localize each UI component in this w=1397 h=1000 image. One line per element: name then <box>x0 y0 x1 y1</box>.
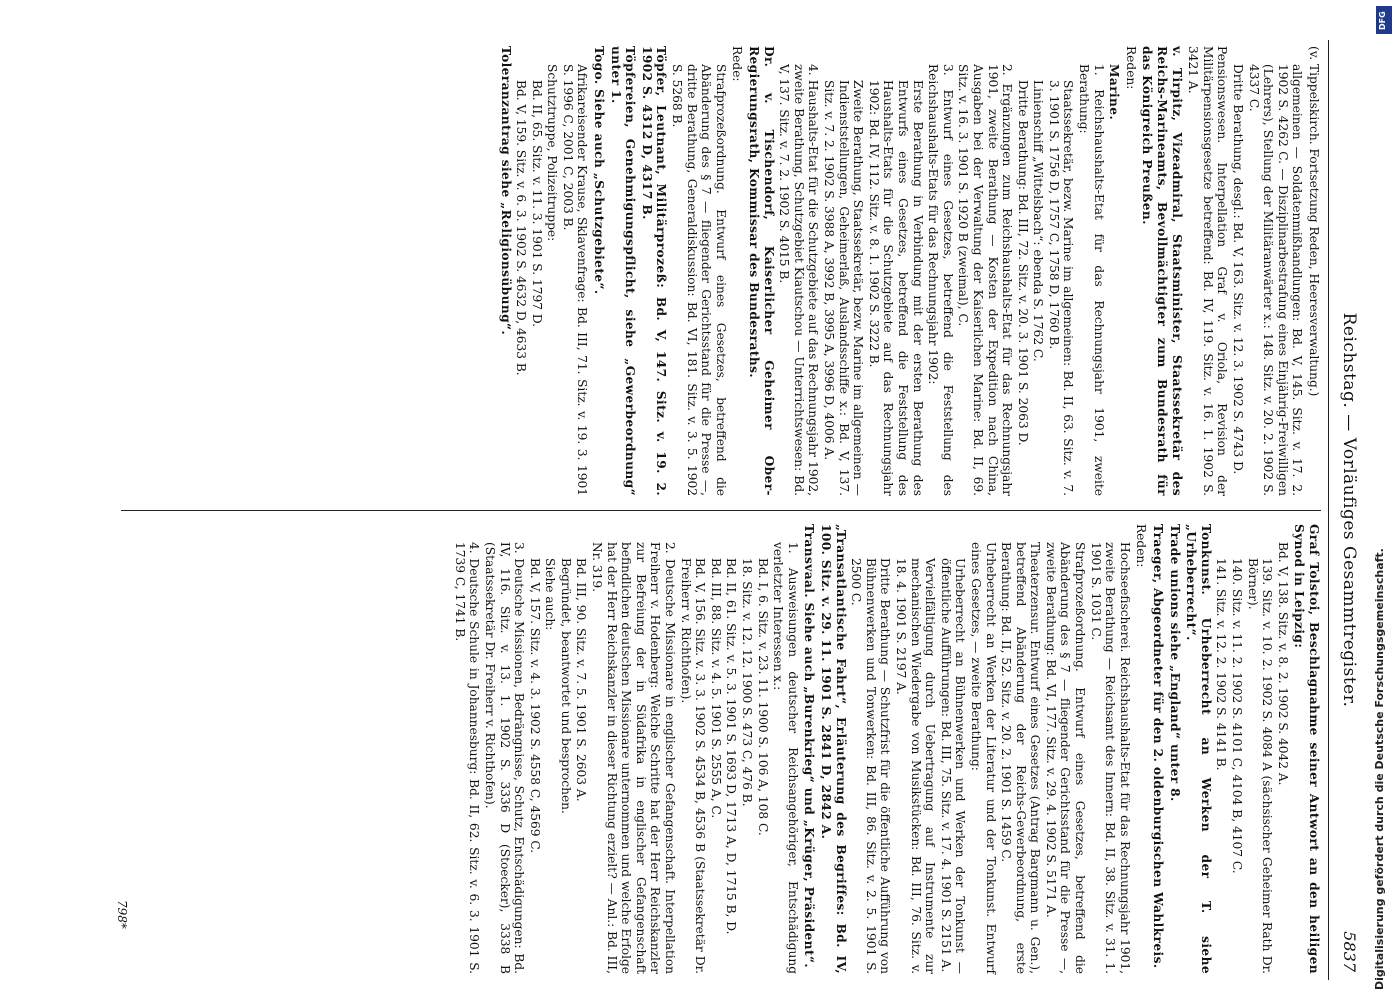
header-rule <box>1328 40 1329 980</box>
index-entry: 140. Sitz. v. 11. 2. 1902 S. 4101 C, 4104 B, 4107 C. <box>1230 558 1245 874</box>
index-entry: Vervielfältigung durch Uebertragung auf Instrumente zur mechanischen Wiedergabe von Musikstücken: Bd. III, 76. Sitz. v. 18. 4. 1901 S. 2197 A. <box>893 558 938 974</box>
index-heading: Trade unions siehe „England“ unter 8. <box>1167 524 1182 802</box>
index-heading: Marine. <box>1107 64 1122 121</box>
index-entry: 3. Deutsche Missionen, Bedrängnisse, Schutz, Entschädigungen: Bd. IV, 116. Sitz. v. 13. 1. 1902 S. 3336 D (Stoecker), 3338 B (Staatssekretär Dr. Freiherr v. Richthofen). <box>482 542 527 974</box>
index-heading: Töpfer, Leutnant, Militärprozeß: Bd. V, 147. Sitz. v. 19. 2. 1902 S. 4312 D, 4317 B. <box>639 46 669 496</box>
index-entry: Strafprozeßordnung. Entwurf eines Gesetzes, betreffend die Abänderung des § 7 — fliegender Gerichtsstand für die Presse —, dritte Berathung, Generaldiskussion: Bd. VI, 181. Sitz. v. 3. 5. 1902 S. 5268 B. <box>670 64 728 496</box>
index-entry: Erste Berathung in Verbindung mit der ersten Berathung des Entwurfs eines Gesetzes, betreffend die Feststellung des Haushalts-Etats für die Schutzgebiete auf das Rechnungsjahr 1902: Bd. IV, 112. Sitz. v. 8. 1. 1902 S. 3222 B. <box>866 80 925 496</box>
index-entry: 141. Sitz. v. 12. 2. 1902 S. 4141 B. <box>1214 558 1229 771</box>
index-entry: 1. Reichshaushalts-Etat für das Rechnungsjahr 1901, zweite Berathung: <box>1077 64 1106 496</box>
index-entry: Bd. V, 156. Sitz. v. 3. 3. 1902 S. 4534 B, 4536 B (Staatssekretär Dr. Freiherr v. Richthofen). <box>678 558 708 974</box>
dfg-logo-text: DFG <box>1378 11 1387 30</box>
index-heading: Tonkunst. Urheberrecht an Werken der T. siehe „Urheberrecht“. <box>1184 524 1213 974</box>
index-entry: 4. Haushalts-Etat für die Schutzgebiete auf das Rechnungsjahr 1902, zweite Berathung, Schutzgebiet Kiautschou — Unterrichtswesen: Bd. V, 137. Sitz. v. 7. 2. 1902 S. 4015 B. <box>777 64 821 496</box>
index-entry: Staatssekretär, bezw. Marine im allgemeinen: Bd. II, 63. Sitz. v. 7. 3. 1901 S. 1756 D, 1757 C, 1758 D, 1760 B. <box>1046 80 1076 496</box>
index-heading: Dr. v. Tischendorf, Kaiserlicher Geheimer Ober-Regierungsrath, Kommissar des Bundesraths. <box>747 46 776 496</box>
index-entry: Bd. III, 88. Sitz. v. 4. 5. 1901 S. 2555 A, C. <box>708 558 723 819</box>
index-entry: Pensionswesen. Interpellation Graf v. Oriola, Revision der Militärpensionsgesetze betreffend: Bd. IV, 119. Sitz. v. 16. 1. 1902 S. 3421 A. <box>1186 46 1230 496</box>
index-heading: Graf Tolstoi, Beschlagnahme seiner Antwort an den heiligen Synod in Leipzig: <box>1292 524 1321 974</box>
index-entry: Strafprozeßordnung. Entwurf eines Gesetzes, betreffend die Abänderung des § 7 — fliegender Gerichtsstand für die Presse —, zweite Berathung: Bd. VI, 177. Sitz. v. 29. 4. 1902 S. 5171 A. <box>1043 542 1088 974</box>
rotated-page-content <box>65 40 1365 980</box>
left-column <box>496 46 1321 496</box>
index-entry: 139. Sitz. v. 10. 2. 1902 S. 4084 A (sächsischer Geheimer Rath Dr. Börner). <box>1245 558 1275 974</box>
index-entry: 3. Entwurf eines Gesetzes, betreffend die Feststellung des Reichshaushalts-Etats für das Rechnungsjahr 1902: <box>926 64 955 496</box>
dfg-logo <box>1376 6 1392 34</box>
column-divider <box>121 510 1321 511</box>
index-entry: Urheberrecht an Bühnenwerken und Werken der Tonkunst — öffentliche Aufführungen: Bd. III, 75. Sitz. v. 17. 4. 1901 S. 2151 A. <box>938 558 968 974</box>
running-title: Reichstag. — Vorläufiges Gesammtregister. <box>1339 312 1359 708</box>
index-entry: Reden: <box>1134 524 1149 568</box>
index-entry: 2. Ergänzungen zum Reichshaushalts-Etat für das Rechnungsjahr 1901, zweite Berathung — Kosten der Expedition nach China, Ausgaben bei der Verwaltung der Kaiserlichen Marine: Bd. II, 69. Sitz. v. 16. 3. 1901 S. 1920 B (zweimal), C. <box>956 64 1015 496</box>
index-entry: Schutztruppe, Polizeitruppe: <box>545 64 560 242</box>
index-entry: Bd. V, 157. Sitz. v. 4. 3. 1902 S. 4558 C, 4569 C. <box>527 558 542 854</box>
index-entry: 1. Ausweisungen deutscher Reichsangehöriger, Entschädigung verletzter Interessen x.: <box>771 542 800 974</box>
index-entry: Rede: <box>730 46 745 82</box>
index-entry: Bd. II, 65. Sitz. v. 11. 3. 1901 S. 1797 D. <box>529 80 544 328</box>
funding-note: Digitalisierung gefördert durch die Deutsche Forschungsgemeinschaft. <box>1373 548 1386 990</box>
index-heading: Töpfereien, Genehmigungspflicht, siehe „Gewerbeordnung“ unter 1. <box>608 46 638 496</box>
index-entry: Bd. II, 61. Sitz. v. 5. 3. 1901 S. 1693 D, 1713 A, D, 1715 B, D. <box>724 558 739 935</box>
index-entry: 2. Deutsche Missionare in englischer Gefangenschaft. Interpellation Freiherr v. Hodenberg: Welche Schritte hat der Herr Reichskanzler zur Befreiung der in Südafrika in englischer Gefangenschaft befindlichen deutschen Missionare unternommen und welche Erfolge hat der Herr Reichskanzler in dieser Richtung erzielt? — Anl.: Bd. III, Nr. 319. <box>590 542 678 974</box>
index-entry: 4. Deutsche Schule in Johannesburg: Bd. II, 62. Sitz. v. 6. 3. 1901 S. 1739 C, 1741 B. <box>452 542 482 974</box>
index-entry: Hochseefischerei. Reichshaushalts-Etat für das Rechnungsjahr 1901, zweite Berathung — Reichsamt des Innern: Bd. II, 38. Sitz. v. 31. 1. 1901 S. 1031 C. <box>1088 542 1132 974</box>
index-entry: (v. Tippelskirch. Fortsetzung Reden, Heeresverwaltung.) <box>1307 46 1321 397</box>
index-entry: Theaterzensur. Entwurf eines Gesetzes (Antrag Bargmann u. Gen.), betreffend Abänderung der Reichs-Gewerbeordnung, erste Berathung: Bd. II, 52. Sitz. v. 20. 2. 1901 S. 1459 C. <box>999 542 1043 974</box>
index-entry: Reden: <box>1123 46 1138 90</box>
index-entry: Zweite Berathung, Staatssekretär, bezw. Marine im allgemeinen — Indienststellungen, Geheimerlaß, Auslandsschiffe x.: Bd. V, 137. Sitz. v. 7. 2. 1902 S. 3988 A, 3992 B, 3995 A, 3996 D, 4006 A. <box>822 80 866 496</box>
right-column <box>451 524 1321 974</box>
index-entry: Dritte Berathung, desgl.: Bd. V, 163. Sitz. v. 12. 3. 1902 S. 4743 D. <box>1231 64 1246 475</box>
page-number: 5837 <box>1340 931 1359 972</box>
index-entry: Bd. I, 6. Sitz. v. 23. 11. 1900 S. 106 A, 108 C. <box>755 558 770 836</box>
index-entry: Linienschiff „Wittelsbach“: ebenda S. 1762 C. <box>1031 80 1046 362</box>
signature-number: 798* <box>115 900 129 929</box>
index-entry: Begründet, beantwortet und besprochen. <box>558 558 573 814</box>
index-heading: „Transatlantische Fahrt“, Erläuterung des Begriffes: Bd. IV, 100. Sitz. v. 29. 11. 1901 S. 2841 D, 2842 A. <box>819 524 848 974</box>
index-entry: Bd. III, 90. Sitz. v. 7. 5. 1901 S. 2603 A. <box>574 558 589 802</box>
index-entry: Afrikareisender Krause, Sklavenfrage: Bd. III, 71. Sitz. v. 19. 3. 1901 S. 1996 C, 2001 C, 2003 B. <box>560 64 590 496</box>
index-heading: Togo. Siehe auch „Schutzgebiete“. <box>592 46 607 295</box>
index-entry: Dritte Berathung: Bd. III, 72. Sitz. v. 20. 3. 1901 S. 2063 D. <box>1015 80 1030 446</box>
page-header <box>1331 40 1365 980</box>
index-entry: Siehe auch: <box>543 558 558 631</box>
index-entry: Bd. V, 138. Sitz. v. 8. 2. 1902 S. 4042 A. <box>1275 542 1290 786</box>
index-heading: Toleranzantrag siehe „Religionsübung“. <box>498 46 513 336</box>
index-heading: Traeger, Abgeordneter für den 2. oldenburgischen Wahlkreis. <box>1151 524 1166 969</box>
index-heading: Transvaal. Siehe auch „Burenkrieg“ und „Krüger, Präsident“. <box>802 524 817 969</box>
index-entry: Bd. V, 159. Sitz. v. 6. 3. 1902 S. 4632 D, 4633 B. <box>514 80 529 376</box>
index-entry: Urheberrecht an Werken der Literatur und der Tonkunst. Entwurf eines Gesetzes, — zweite Berathung: <box>968 542 998 974</box>
index-entry: 18. Sitz. v. 12. 12. 1900 S. 473 C, 476 B. <box>740 558 755 807</box>
index-entry: Dritte Berathung — Schutzfrist für die öffentliche Aufführung von Bühnenwerken und Tonwerken: Bd. III, 86. Sitz. v. 2. 5. 1901 S. 2500 C. <box>849 558 893 974</box>
index-entry: allgemeinen — Soldatenmißhandlungen: Bd. V, 145. Sitz. v. 17. 2. 1902 S. 4262 C. — Disziplinarbestrafung eines Einjährig-Freiwilligen (Lehrers), Stellung der Militäranwärter x.: 148. Sitz. v. 20. 2. 1902 S. 4337 C. <box>1246 64 1305 496</box>
index-heading: v. Tirpitz, Vizeadmiral, Staatsminister, Staatssekretär des Reichs-Marineamts, Bevollmächtigter zum Bundesrath für das Königreich Preußen. <box>1140 46 1184 496</box>
